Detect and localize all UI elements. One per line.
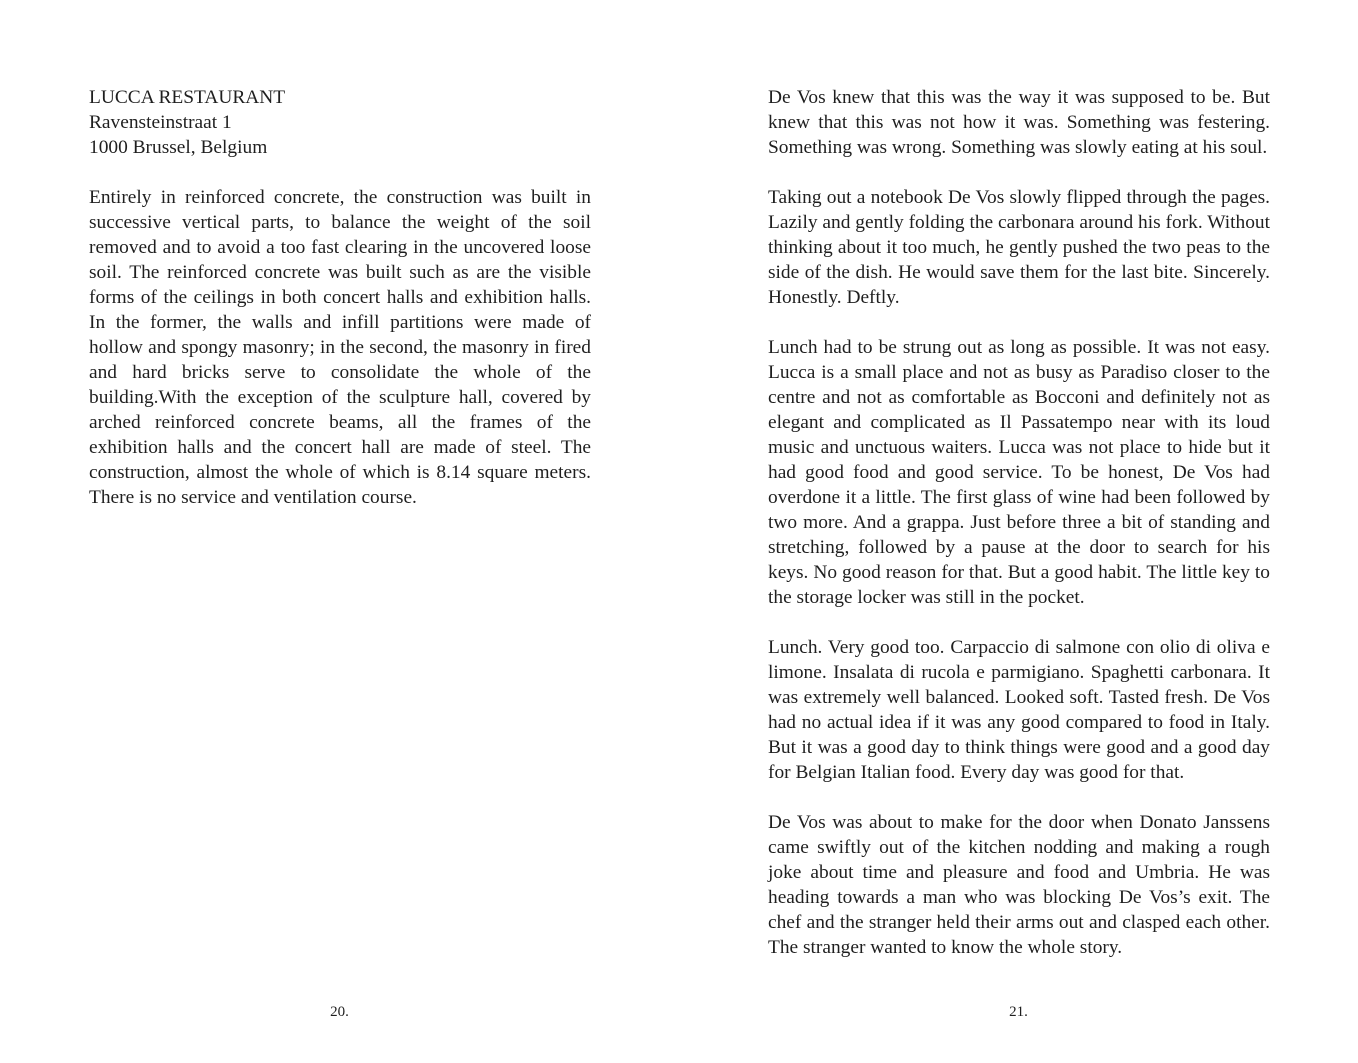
paragraph-1: De Vos knew that this was the way it was supposed to be. But knew that this was not how it was. Something was festering. Something was wrong. Something was slowly eating at his soul. xyxy=(768,87,1270,158)
page-number-right: 21. xyxy=(1009,1004,1028,1020)
restaurant-address xyxy=(89,85,591,160)
page-number-left: 20. xyxy=(330,1004,349,1020)
restaurant-street: Ravensteinstraat 1 xyxy=(89,112,232,133)
left-text-column xyxy=(89,85,591,510)
construction-paragraph: Entirely in reinforced concrete, the construction was built in successive vertical parts, to balance the weight of the soil removed and to avoid a too fast clearing in the uncovered loose soil. The reinforced concrete was built such as are the visible forms of the ceilings in both concert halls and exhibition halls. In the former, the walls and infill partitions were made of hollow and spongy masonry; in the second, the masonry in fired and hard bricks serve to consolidate the whole of the building.With the exception of the sculpture hall, covered by arched reinforced concrete beams, all the frames of the exhibition halls and the concert hall are made of steel. The construction, almost the whole of which is 8.14 square meters. There is no service and ventilation course. xyxy=(89,187,591,508)
paragraph-5: De Vos was about to make for the door when Donato Janssens came swiftly out of the kitchen nodding and making a rough joke about time and pleasure and food and Umbria. He was heading towards a man who was blocking De Vos’s exit. The chef and the stranger held their arms out and clasped each other. The stranger wanted to know the whole story. xyxy=(768,812,1270,958)
right-text-column xyxy=(768,85,1270,960)
restaurant-name: LUCCA RESTAURANT xyxy=(89,87,286,108)
paragraph-2: Taking out a notebook De Vos slowly flipped through the pages. Lazily and gently folding the carbonara around his fork. Without thinking about it too much, he gently pushed the two peas to the side of the dish. He would save them for the last bite. Sincerely. Honestly. Deftly. xyxy=(768,187,1270,308)
right-page xyxy=(679,0,1358,1063)
restaurant-city: 1000 Brussel, Belgium xyxy=(89,137,268,158)
paragraph-4: Lunch. Very good too. Carpaccio di salmone con olio di oliva e limone. Insalata di rucola e parmigiano. Spaghetti carbonara. It was extremely well balanced. Looked soft. Tasted fresh. De Vos had no actual idea if it was any good compared to food in Italy. But it was a good day to think things were good and a good day for Belgian Italian food. Every day was good for that. xyxy=(768,637,1270,783)
paragraph-3: Lunch had to be strung out as long as possible. It was not easy. Lucca is a small place and not as busy as Paradiso closer to the centre and not as comfortable as Bocconi and definitely not as elegant and complicated as Il Passatempo near with its loud music and unctuous waiters. Lucca was not place to hide but it had good food and good service. To be honest, De Vos had overdone it a little. The first glass of wine had been followed by two more. And a grappa. Just before three a bit of standing and stretching, followed by a pause at the door to search for his keys. No good reason for that. But a good habit. The little key to the storage locker was still in the pocket. xyxy=(768,337,1270,608)
